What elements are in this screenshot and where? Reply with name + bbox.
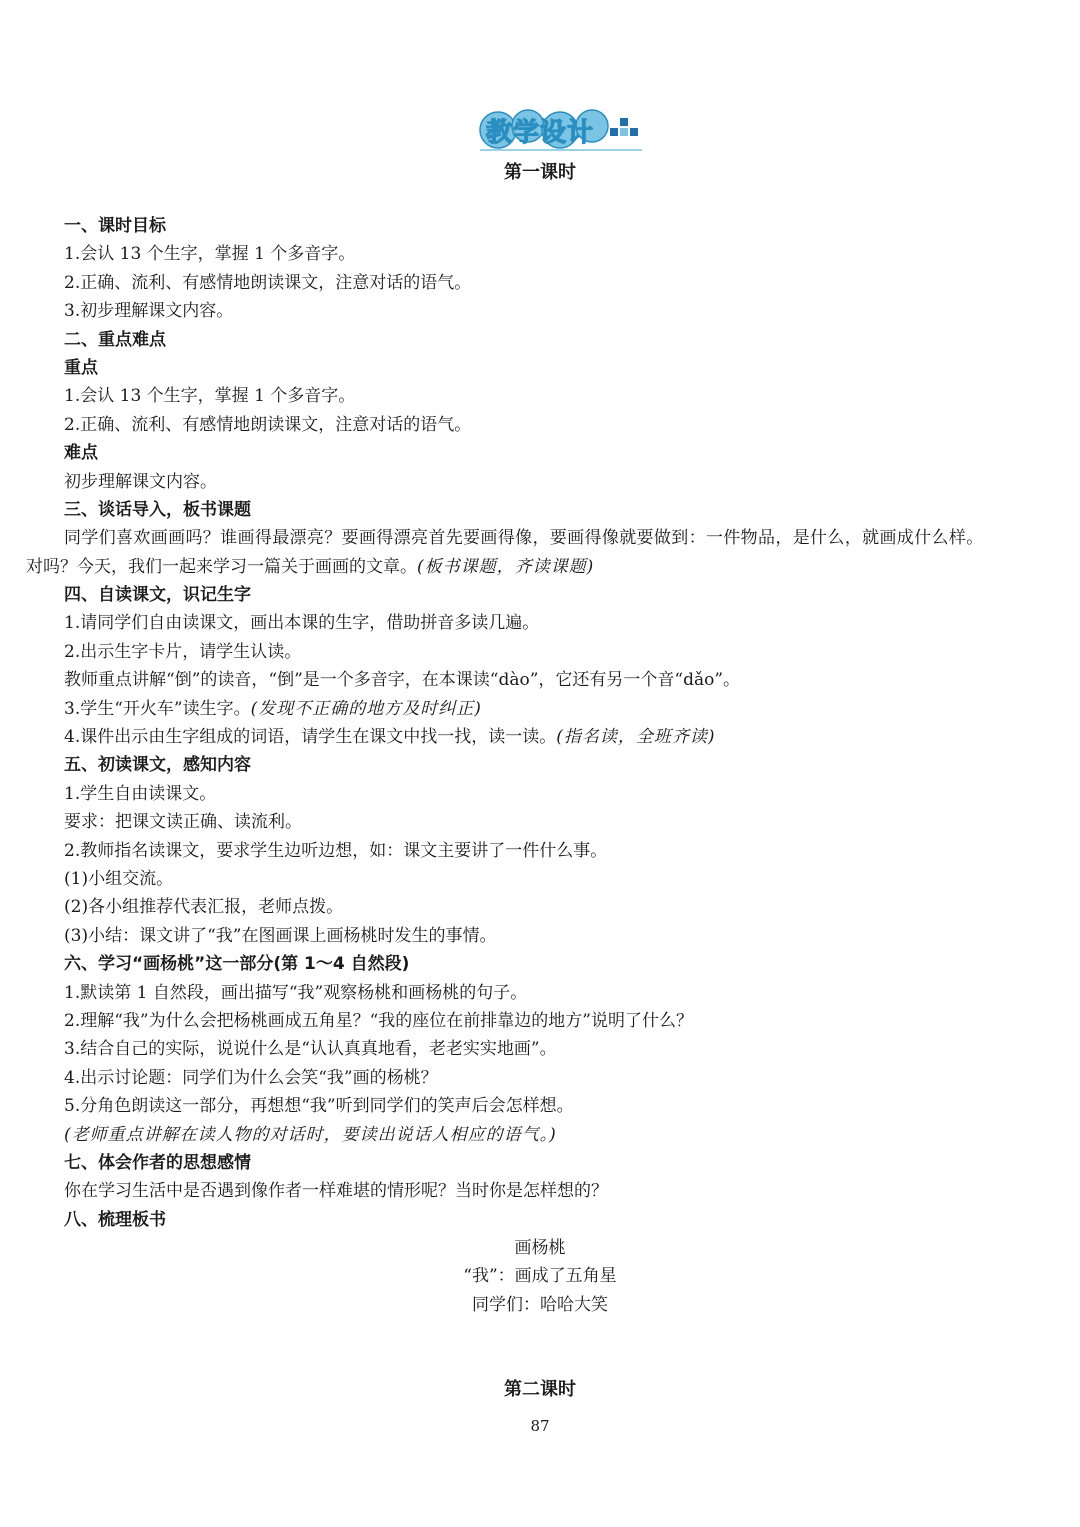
section-1-item: 3.初步理解课文内容。 xyxy=(64,301,234,322)
section-1-item: 1.会认 13 个生字，掌握 1 个多音字。 xyxy=(64,244,356,265)
lesson-content xyxy=(0,212,1080,1319)
section-6-item: 4.出示讨论题：同学们为什么会笑“我”画的杨桃？ xyxy=(64,1067,438,1088)
section-6-item: 1.默读第 1 自然段，画出描写“我”观察杨桃和画杨桃的句子。 xyxy=(64,982,528,1003)
section-5-item: 1.学生自由读课文。 xyxy=(64,783,217,804)
section-4-item: 1.请同学们自由读课文，画出本课的生字，借助拼音多读几遍。 xyxy=(64,613,540,634)
lesson-1-title: 第一课时 xyxy=(504,162,576,183)
item-text: 3.学生“开火车”读生字。 xyxy=(64,698,251,719)
section-1-heading: 一、课时目标 xyxy=(64,216,166,236)
section-7-heading: 七、体会作者的思想感情 xyxy=(64,1152,251,1173)
section-1-item: 2.正确、流利、有感情地朗读课文，注意对话的语气。 xyxy=(64,272,472,293)
section-4-item xyxy=(0,723,1080,751)
section-6-item: 3.结合自己的实际，说说什么是“认认真真地看，老老实实地画”。 xyxy=(64,1039,557,1060)
key-point-item: 2.正确、流利、有感情地朗读课文，注意对话的语气。 xyxy=(64,414,472,435)
item-note: (发现不正确的地方及时纠正) xyxy=(250,698,482,719)
board-line: “我”：画成了五角星 xyxy=(463,1266,617,1287)
section-4-item xyxy=(0,695,1080,723)
teaching-design-logo xyxy=(476,108,646,154)
section-6-item: 5.分角色朗读这一部分，再想想“我”听到同学们的笑声后会怎样想。 xyxy=(64,1096,574,1117)
section-5-item: (3)小结：课文讲了“我”在图画课上画杨桃时发生的事情。 xyxy=(64,925,497,946)
section-5-heading: 五、初读课文，感知内容 xyxy=(64,755,251,776)
section-8-heading: 八、梳理板书 xyxy=(64,1209,166,1230)
section-4-item: 2.出示生字卡片，请学生认读。 xyxy=(64,641,302,662)
section-6-item: 2.理解“我”为什么会把杨桃画成五角星？“我的座位在前排靠边的地方”说明了什么？ xyxy=(64,1010,693,1031)
board-line: 同学们：哈哈大笑 xyxy=(472,1294,608,1315)
intro-paragraph-line-2 xyxy=(0,553,1080,581)
section-5-item: 2.教师指名读课文，要求学生边听边想，如：课文主要讲了一件什么事。 xyxy=(64,840,608,861)
section-5-item: (2)各小组推荐代表汇报，老师点拨。 xyxy=(64,897,344,918)
section-4-detail: 教师重点讲解“倒”的读音，“倒”是一个多音字，在本课读“dào”，它还有另一个音“dǎo”。 xyxy=(64,670,741,691)
section-6-note: (老师重点讲解在读人物的对话时，要读出说话人相应的语气。) xyxy=(64,1124,557,1145)
section-3-heading: 三、谈话导入，板书课题 xyxy=(64,499,251,520)
logo-text: 教学设计 xyxy=(486,118,595,148)
key-point-item: 1.会认 13 个生字，掌握 1 个多音字。 xyxy=(64,386,356,407)
difficulty-text: 初步理解课文内容。 xyxy=(64,471,217,492)
page-number: 87 xyxy=(530,1417,550,1435)
difficulty-label: 难点 xyxy=(64,443,98,464)
intro-paragraph-line-1: 同学们喜欢画画吗？谁画得最漂亮？要画得漂亮首先要画得像，要画得像就要做到：一件物品，是什么，就画成什么样。 xyxy=(64,528,984,549)
section-2-heading: 二、重点难点 xyxy=(64,329,166,350)
section-7-text: 你在学习生活中是否遇到像作者一样难堪的情形呢？当时你是怎样想的？ xyxy=(64,1181,608,1202)
intro-note: (板书课题，齐读课题) xyxy=(417,556,595,577)
item-note: (指名读，全班齐读) xyxy=(556,727,716,748)
section-6-heading: 六、学习“画杨桃”这一部分(第 1～4 自然段) xyxy=(64,954,410,975)
lesson-2-title: 第二课时 xyxy=(504,1379,576,1400)
section-4-heading: 四、自读课文，识记生字 xyxy=(64,585,251,606)
item-text: 4.课件出示由生字组成的词语，请学生在课文中找一找，读一读。 xyxy=(64,727,557,748)
section-5-item: 要求：把课文读正确、读流利。 xyxy=(64,812,302,833)
key-points-label: 重点 xyxy=(64,357,98,378)
section-5-item: (1)小组交流。 xyxy=(64,868,174,889)
board-title: 画杨桃 xyxy=(514,1238,566,1259)
intro-paragraph-text: 对吗？今天，我们一起来学习一篇关于画画的文章。 xyxy=(26,556,417,577)
